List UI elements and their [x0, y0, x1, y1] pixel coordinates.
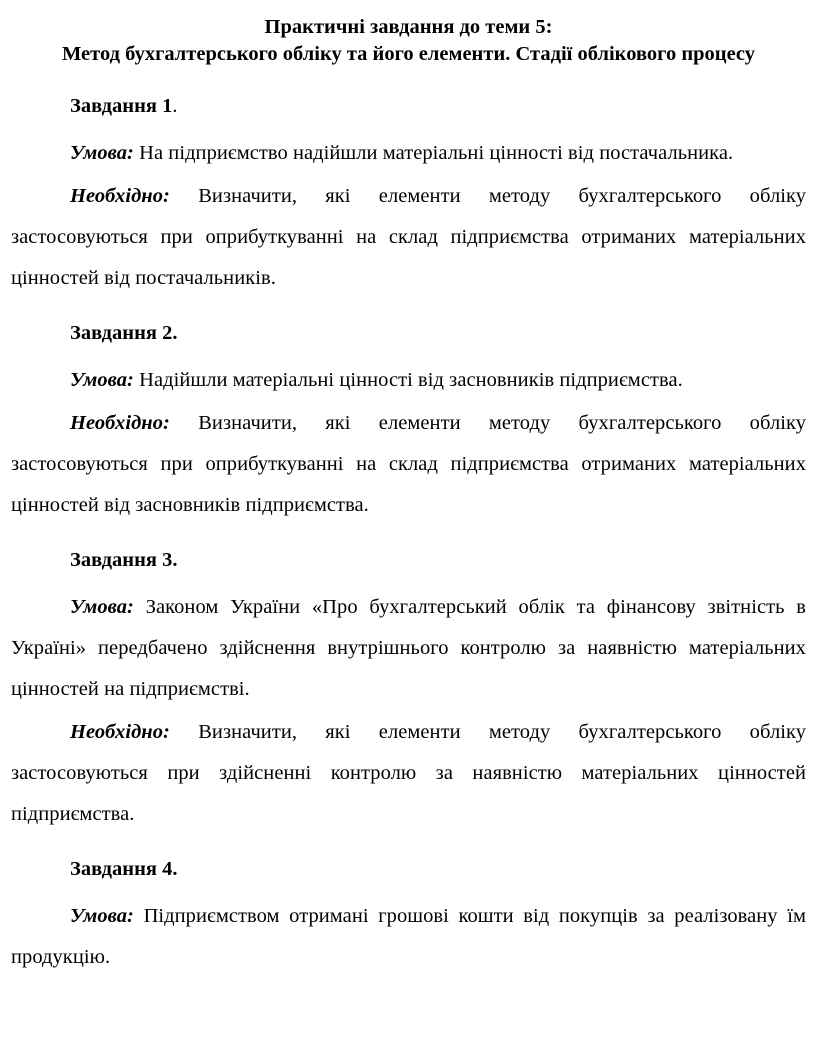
- condition-label: Умова:: [70, 596, 134, 618]
- title-line-2: Метод бухгалтерського обліку та його елементи. Стадії облікового процесу: [61, 43, 756, 65]
- task-heading: [11, 855, 806, 883]
- task-heading-text: Завдання 4.: [70, 858, 178, 880]
- task-required: [11, 403, 806, 526]
- task-heading-suffix: .: [172, 95, 178, 117]
- task-heading: [11, 92, 806, 120]
- task-heading-text: Завдання 1: [70, 95, 173, 117]
- required-text: Визначити, які елементи методу бухгалтерського обліку застосовуються при здійсненні контролю за наявністю матеріальних цінностей підприємства.: [11, 721, 806, 825]
- condition-text: На підприємство надійшли матеріальні цінності від постачальника.: [139, 142, 734, 164]
- task-heading-text: Завдання 3.: [70, 549, 178, 571]
- task-3: [11, 546, 806, 835]
- task-heading: [11, 319, 806, 347]
- required-label: Необхідно:: [70, 721, 170, 743]
- task-condition: [11, 896, 806, 978]
- condition-text: Надійшли матеріальні цінності від засновників підприємства.: [139, 369, 683, 391]
- condition-text: Підприємством отримані грошові кошти від покупців за реалізовану їм продукцію.: [11, 905, 806, 968]
- task-1: [11, 92, 806, 299]
- task-heading: [11, 546, 806, 574]
- task-2: [11, 319, 806, 526]
- task-heading-text: Завдання 2.: [70, 322, 178, 344]
- task-required: [11, 712, 806, 835]
- task-required: [11, 176, 806, 299]
- condition-text: Законом України «Про бухгалтерський облік та фінансову звітність в Україні» передбачено здійснення внутрішнього контролю за наявністю матеріальних цінностей на підприємстві.: [11, 596, 806, 700]
- condition-label: Умова:: [70, 369, 134, 391]
- title-line-1: Практичні завдання до теми 5:: [264, 16, 553, 38]
- required-label: Необхідно:: [70, 412, 170, 434]
- page-title: [11, 14, 806, 68]
- task-condition: [11, 360, 806, 401]
- task-condition: [11, 587, 806, 710]
- task-condition: [11, 133, 806, 174]
- condition-label: Умова:: [70, 905, 134, 927]
- condition-label: Умова:: [70, 142, 134, 164]
- required-text: Визначити, які елементи методу бухгалтерського обліку застосовуються при оприбуткуванні на склад підприємства отриманих матеріальних цінностей від постачальників.: [11, 185, 806, 289]
- required-text: Визначити, які елементи методу бухгалтерського обліку застосовуються при оприбуткуванні на склад підприємства отриманих матеріальних цінностей від засновників підприємства.: [11, 412, 806, 516]
- required-label: Необхідно:: [70, 185, 170, 207]
- task-4: [11, 855, 806, 978]
